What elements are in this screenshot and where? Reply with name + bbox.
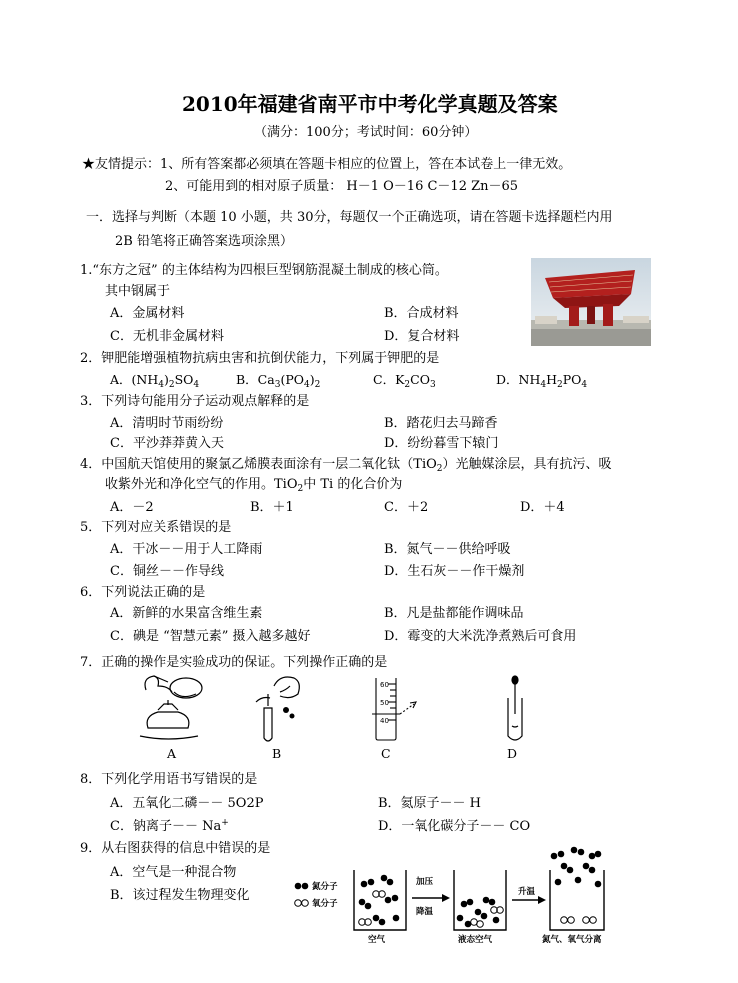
q4-option-a: A．－2 <box>110 500 154 515</box>
q8-option-d: D．一氧化碳分子－－ CO <box>378 819 531 834</box>
q2-option-b: B．$Ca_3(PO_4)_2$ <box>236 372 321 390</box>
q7-label-c: C <box>381 746 391 761</box>
q7-stem: 7．正确的操作是实验成功的保证。下列操作正确的是 <box>80 655 388 670</box>
q6-option-a: A．新鲜的水果富含维生素 <box>110 606 263 621</box>
notice-line-2: 2、可能用到的相对原子质量： H－1 O－16 C－12 Zn－65 <box>165 179 519 194</box>
q8-stem: 8．下列化学用语书写错误的是 <box>80 772 258 787</box>
q7-label-b: B <box>272 746 282 761</box>
q4-option-d: D．＋4 <box>520 500 565 515</box>
q7-label-d: D <box>507 746 518 761</box>
q1-stem-line-2: 其中钢属于 <box>105 284 171 299</box>
q5-option-a: A．干冰－－用于人工降雨 <box>110 542 263 557</box>
q8-option-c: C．钠离子－－ Na+ <box>110 818 229 834</box>
q1-option-b: B．合成材料 <box>384 306 459 321</box>
q3-option-a: A．清明时节雨纷纷 <box>110 416 224 431</box>
q8-option-a: A．五氧化二磷－－ 5O2P <box>110 796 264 811</box>
q6-option-c: C．碘是 “智慧元素” 摄入越多越好 <box>110 629 311 644</box>
q4-option-c: C．＋2 <box>384 500 429 515</box>
q6-option-d: D．霉变的大米洗净煮熟后可食用 <box>384 629 577 644</box>
q2-option-d: D．$NH_4H_2PO_4$ <box>496 372 588 390</box>
q4-option-b: B．＋1 <box>250 500 294 515</box>
legend-oxygen-label: 氧分子 <box>312 899 338 909</box>
q7-figure-c-graduated-cylinder <box>364 674 420 742</box>
q3-option-d: D．纷纷暮雪下辕门 <box>384 436 499 451</box>
caption-liquid-air: 液态空气 <box>458 935 493 944</box>
caption-air: 空气 <box>368 935 386 944</box>
q5-stem: 5．下列对应关系错误的是 <box>80 520 232 535</box>
q7-scale-50: 50 <box>380 699 389 707</box>
q9-option-a: A．空气是一种混合物 <box>110 865 237 880</box>
section-heading-line-2: 2B 铅笔将正确答案选项涂黑） <box>115 234 293 249</box>
q4-stem-line-2: 收紫外光和净化空气的作用。TiO$_2$中 Ti 的化合价为 <box>105 477 403 494</box>
q9-stem: 9．从右图获得的信息中错误的是 <box>80 841 271 856</box>
q8-option-b: B．氦原子－－ H <box>378 796 482 811</box>
q2-stem: 2．钾肥能增强植物抗病虫害和抗倒伏能力，下列属于钾肥的是 <box>80 351 440 366</box>
section-heading-line-1: 一．选择与判断（本题 10 小题，共 30分，每题仅一个正确选项，请在答题卡选择题栏内用 <box>86 210 613 225</box>
q4-stem-line-1: 4．中国航天馆使用的聚氯乙烯膜表面涂有一层二氧化钛（TiO$_2$）光触媒涂层，具有抗污、吸 <box>80 457 612 474</box>
china-pavilion-photo <box>531 258 651 346</box>
q1-option-d: D．复合材料 <box>384 329 460 344</box>
q6-stem: 6．下列说法正确的是 <box>80 585 206 600</box>
q1-option-a: A．金属材料 <box>110 306 185 321</box>
q3-option-c: C．平沙莽莽黄入天 <box>110 436 224 451</box>
q2-option-a: A．$(NH_4)_2SO_4$ <box>110 372 200 390</box>
page-subtitle: （满分：100分；考试时间：60分钟） <box>254 125 478 140</box>
q7-scale-60: 60 <box>380 681 389 689</box>
q7-label-a: A <box>167 746 177 761</box>
q7-figure-b-test-tube <box>250 672 314 744</box>
q6-option-b: B．凡是盐都能作调味品 <box>384 606 524 621</box>
caption-separated: 氮气、氧气分离 <box>542 935 602 944</box>
q1-option-c: C．无机非金属材料 <box>110 329 224 344</box>
q2-option-c: C．$K_2CO_3$ <box>373 372 436 390</box>
q9-air-separation-diagram <box>292 842 650 944</box>
page-title: 2010年福建省南平市中考化学真题及答案 <box>182 92 558 116</box>
q3-option-b: B．踏花归去马蹄香 <box>384 416 498 431</box>
q7-figure-d-dropper <box>500 674 530 742</box>
q5-option-b: B．氮气－－供给呼吸 <box>384 542 511 557</box>
q7-scale-40: 40 <box>380 717 389 725</box>
q5-option-d: D．生石灰－－作干燥剂 <box>384 564 525 579</box>
step-heat-label: 升温 <box>518 887 536 897</box>
step-cool-label: 降温 <box>416 907 434 917</box>
q9-option-b: B．该过程发生物理变化 <box>110 888 250 903</box>
notice-line-1: ★友情提示：1、所有答案都必须填在答题卡相应的位置上，答在本试卷上一律无效。 <box>82 157 572 172</box>
step-pressurize-label: 加压 <box>416 877 434 887</box>
q7-figure-a-alcohol-lamp <box>138 672 212 744</box>
q3-stem: 3．下列诗句能用分子运动观点解释的是 <box>80 394 310 409</box>
legend-nitrogen-label: 氮分子 <box>312 882 338 892</box>
q5-option-c: C．铜丝－－作导线 <box>110 564 224 579</box>
q1-stem-line-1: 1.“东方之冠” 的主体结构为四根巨型钢筋混凝土制成的核心筒。 <box>80 263 448 278</box>
